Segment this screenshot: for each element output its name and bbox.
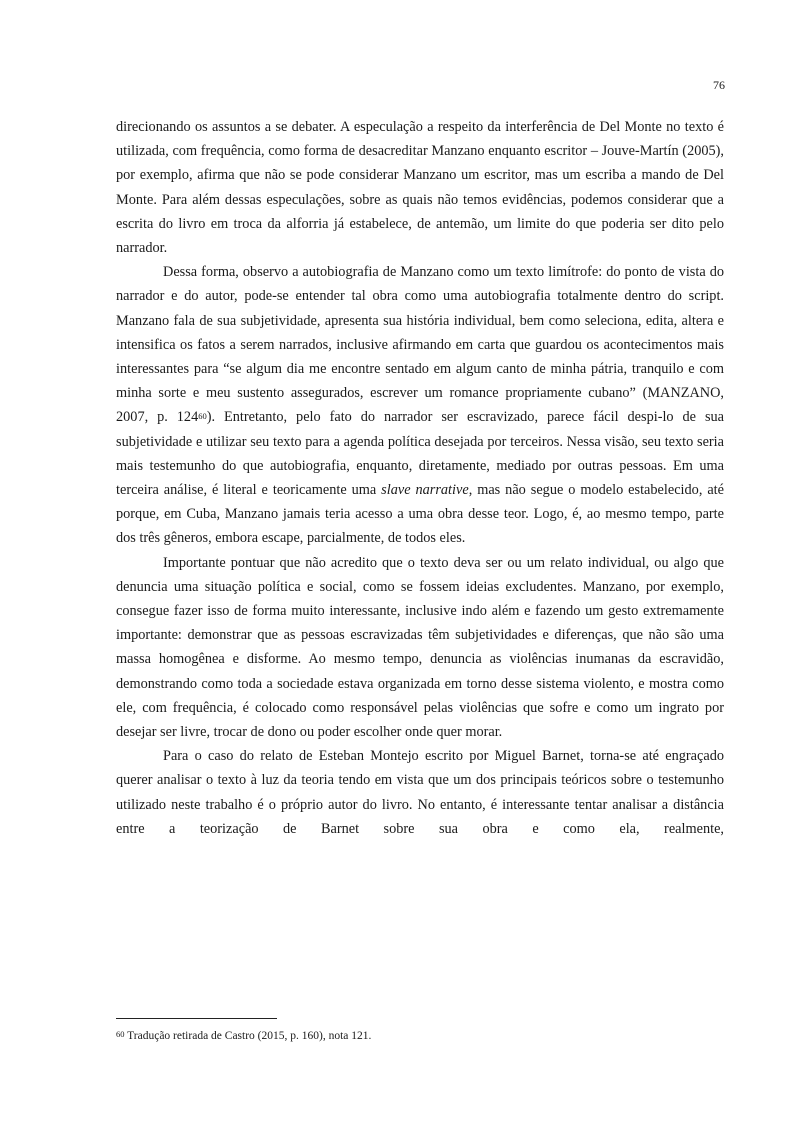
footnote-number: 60 [116,1029,125,1039]
paragraph-2-part-b: ). Entretanto, pelo fato do narrador ser escravizado, parece fácil despi-lo de sua subjetividade e utilizar seu texto para a agenda política desejada por terceiros. Nessa visão, seu texto seria mais testemunho do que autobiografia, enquanto, diretamente, mediado por outras pessoas. Em uma terceira análise, é literal e teoricamente uma [116,409,725,499]
paragraph-4: Para o caso do relato de Esteban Montejo escrito por Miguel Barnet, torna-se até engraçado querer analisar o texto à luz da teoria tendo em vista que um dos principais teóricos sobre o testemunho utilizado neste trabalho é o próprio autor do livro. No entanto, é interessante tentar analisar a distância entre a teorização de Barnet sobre sua obra e como ela, realmente, [116,748,724,837]
footnote-divider [116,1018,277,1019]
body-text [116,115,724,841]
footnote-text: Tradução retirada de Castro (2015, p. 160), nota 121. [124,1030,372,1042]
paragraph-3: Importante pontuar que não acredito que o texto deva ser ou um relato individual, ou algo que denuncia uma situação política e social, como se fossem ideias excludentes. Manzano, por exemplo, consegue fazer isso de forma muito interessante, inclusive indo além e fazendo um gesto extremamente importante: demonstrar que as pessoas escravizadas têm subjetividades e diferenças, que não são uma massa homogênea e disforme. Ao mesmo tempo, denuncia as violências inumanas da escravidão, demonstrando como toda a sociedade estava organizada em torno desse sistema violento, e mostra como ele, com frequência, é colocado como responsável pelas violências que sofre e como um ingrato por desejar ser livre, trocar de dono ou poder escolher onde quer morar. [116,554,724,741]
footnote-reference: 60 [198,411,207,422]
paragraph-1: direcionando os assuntos a se debater. A especulação a respeito da interferência de Del Monte no texto é utilizada, com frequência, como forma de desacreditar Manzano enquanto escritor – Jouve-Martín (2005), por exemplo, afirma que não se pode considerar Manzano um escritor, mas um escriba a mando de Del Monte. Para além dessas especulações, sobre as quais não temos evidências, podemos considerar que a escrita do livro em troca da alforria já estabelece, de antemão, um limite do que poderia ser dito pelo narrador. [116,119,724,257]
footnote [116,1029,724,1043]
italic-term: slave narrative [381,482,469,499]
paragraph-2-part-a: Dessa forma, observo a autobiografia de Manzano como um texto limítrofe: do ponto de vista do narrador e do autor, pode-se entender tal obra como uma autobiografia totalmente dentro do script. Manzano fala de sua subjetividade, apresenta sua história individual, bem como seleciona, edita, altera e intensifica os fatos a serem narrados, inclusive afirmando em carta que guardou os acontecimentos mais interessantes para “se algum dia me encontre sentado em algum canto de minha pátria, tranquilo e com minha sorte e meu sustento assegurados, escrever um romance propriamente cubano” (MANZANO, 2007, p. 124 [116,264,724,426]
page-number: 76 [713,78,725,92]
paragraph-2 [116,260,724,550]
paragraph-2-part-c: , mas não segue o modelo estabelecido, até porque, em Cuba, Manzano jamais teria acesso a uma obra desse teor. Logo, é, ao mesmo tempo, parte dos três gêneros, embora escape, parcialmente, de todos eles. [116,482,724,547]
